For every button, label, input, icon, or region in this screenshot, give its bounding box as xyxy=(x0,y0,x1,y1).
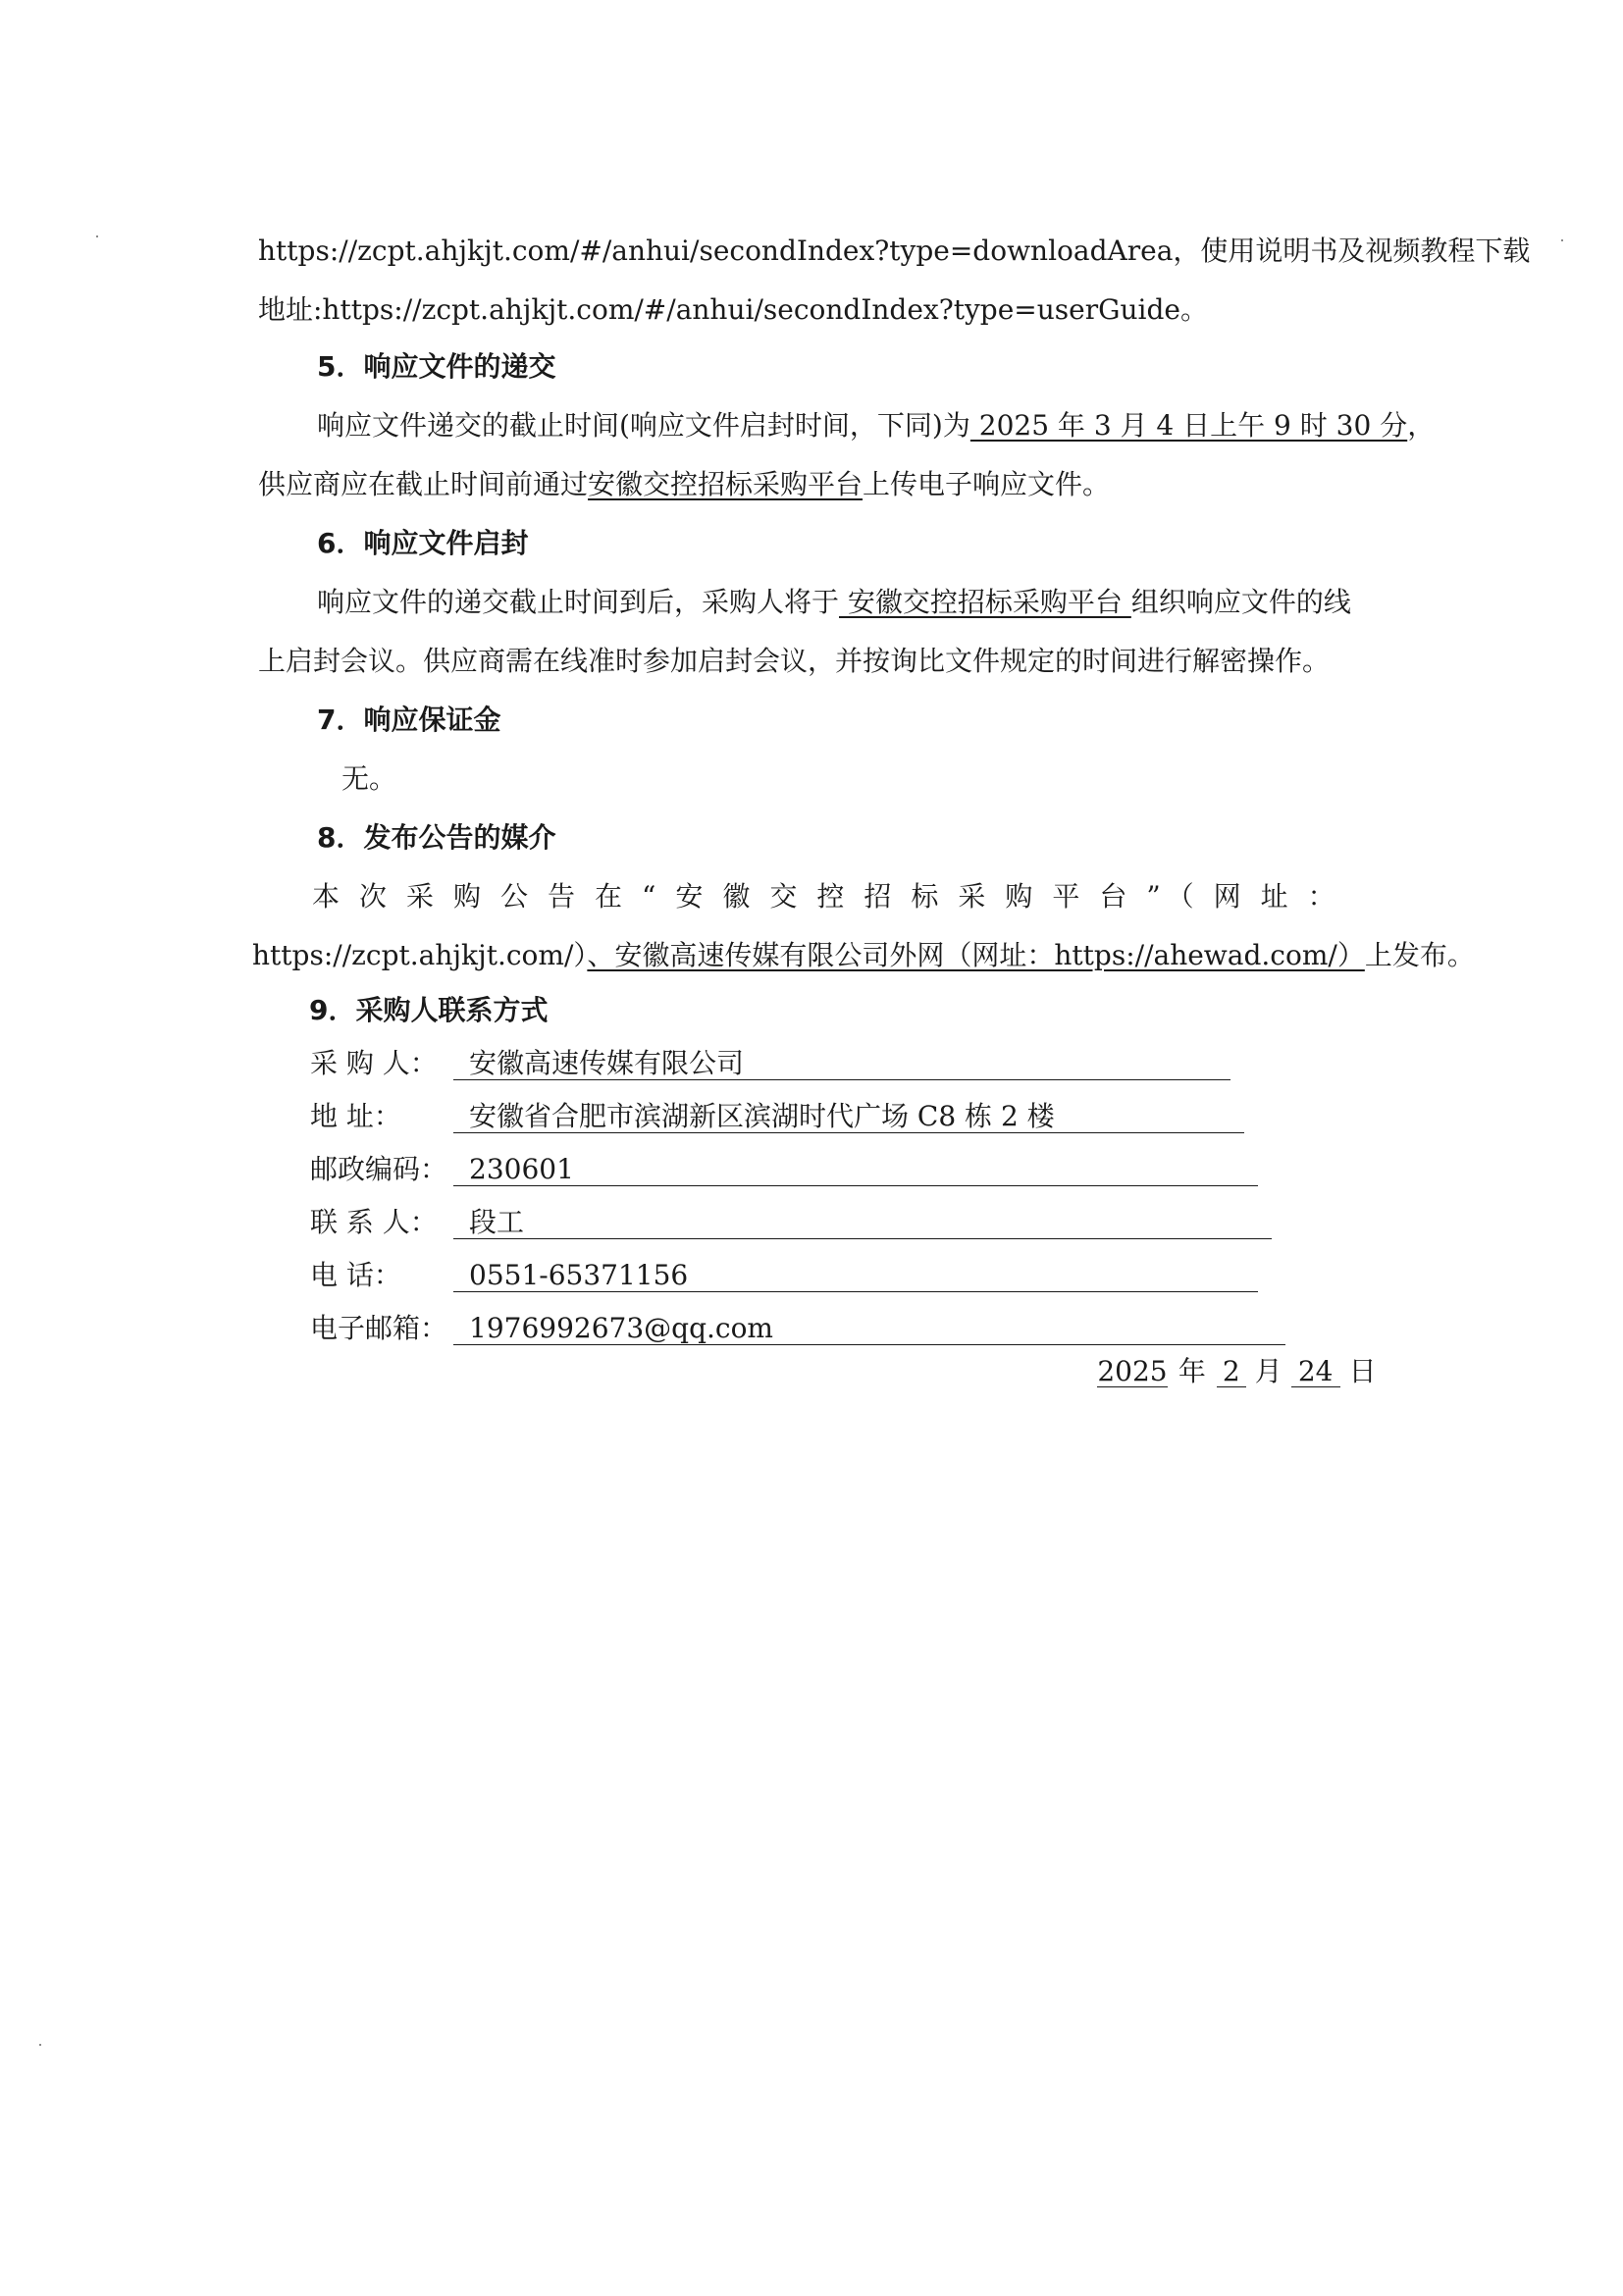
contact-value-address: 安徽省合肥市滨湖新区滨湖时代广场 C8 栋 2 楼 xyxy=(453,1097,1244,1133)
contact-label: 邮政编码： xyxy=(310,1153,448,1185)
section-6-heading: 6．响应文件启封 xyxy=(317,527,529,559)
section-5-submit-prefix: 供应商应在截止时间前通过 xyxy=(258,468,589,500)
section-5-deadline-value: 2025 年 3 月 4 日上午 9 时 30 分 xyxy=(969,409,1408,442)
date-day: 24 xyxy=(1291,1353,1340,1387)
section-6-open-prefix: 响应文件的递交截止时间到后，采购人将于 xyxy=(317,586,840,618)
document-date xyxy=(1097,1352,1377,1391)
section-5-para-1 xyxy=(317,406,1435,445)
date-year-unit: 年 xyxy=(1178,1355,1206,1387)
section-8-para-1 xyxy=(312,877,1355,916)
section-5-heading: 5．响应文件的递交 xyxy=(317,350,556,383)
contact-label: 联 系 人： xyxy=(310,1206,438,1238)
date-day-unit: 日 xyxy=(1348,1355,1377,1387)
section-6-open-suffix: 组织响应文件的线 xyxy=(1130,586,1351,618)
section-5-para-2 xyxy=(258,465,1110,504)
contact-label: 采 购 人： xyxy=(310,1047,438,1079)
contact-value-contact: 段工 xyxy=(453,1203,1272,1239)
section-5-deadline-suffix: ， xyxy=(1407,409,1436,442)
section-8-media-text: 本次采购公告在“安徽交控招标采购平台”（网址： xyxy=(312,880,1355,913)
contact-label: 地 址： xyxy=(310,1100,401,1132)
section-8-publish-suffix: 上发布。 xyxy=(1364,939,1475,971)
contact-value-email: 1976992673@qq.com xyxy=(453,1309,1285,1345)
section-7-heading: 7．响应保证金 xyxy=(317,704,501,736)
date-year: 2025 xyxy=(1097,1355,1168,1387)
section-6-para-2: 上启封会议。供应商需在线准时参加启封会议，并按询比文件规定的时间进行解密操作。 xyxy=(258,645,1331,677)
contact-value-postcode: 230601 xyxy=(453,1150,1258,1186)
section-6-platform-name: 安徽交控招标采购平台 xyxy=(839,586,1131,618)
contact-label: 电 话： xyxy=(310,1259,401,1291)
scan-speck xyxy=(96,235,98,237)
section-6-para-1 xyxy=(317,583,1351,622)
scan-speck xyxy=(39,2044,41,2046)
section-7-body: 无。 xyxy=(341,762,397,795)
section-8-heading: 8．发布公告的媒介 xyxy=(317,821,556,854)
contact-value-phone: 0551-65371156 xyxy=(453,1256,1258,1292)
intro-url-line: https://zcpt.ahjkjt.com/#/anhui/secondIndex?type=downloadArea，使用说明书及视频教程下载 xyxy=(258,235,1531,267)
contact-label: 电子邮箱： xyxy=(310,1312,448,1344)
section-8-platform-url: https://zcpt.ahjkjt.com/） xyxy=(252,939,588,971)
intro-guide-line: 地址:https://zcpt.ahjkjt.com/#/anhui/secondIndex?type=userGuide。 xyxy=(258,293,1208,326)
date-month-unit: 月 xyxy=(1254,1355,1283,1387)
section-5-deadline-prefix: 响应文件递交的截止时间(响应文件启封时间，下同)为 xyxy=(317,409,970,442)
date-month: 2 xyxy=(1217,1353,1246,1387)
section-9-heading: 9．采购人联系方式 xyxy=(309,994,549,1026)
scan-speck xyxy=(1561,239,1563,241)
section-8-company-site: 、安徽高速传媒有限公司外网（网址：https://ahewad.com/） xyxy=(587,939,1365,971)
contact-value-purchaser: 安徽高速传媒有限公司 xyxy=(453,1044,1230,1080)
section-5-submit-suffix: 上传电子响应文件。 xyxy=(863,468,1111,500)
section-5-platform-name: 安徽交控招标采购平台 xyxy=(588,468,864,500)
section-8-para-2 xyxy=(252,936,1475,975)
